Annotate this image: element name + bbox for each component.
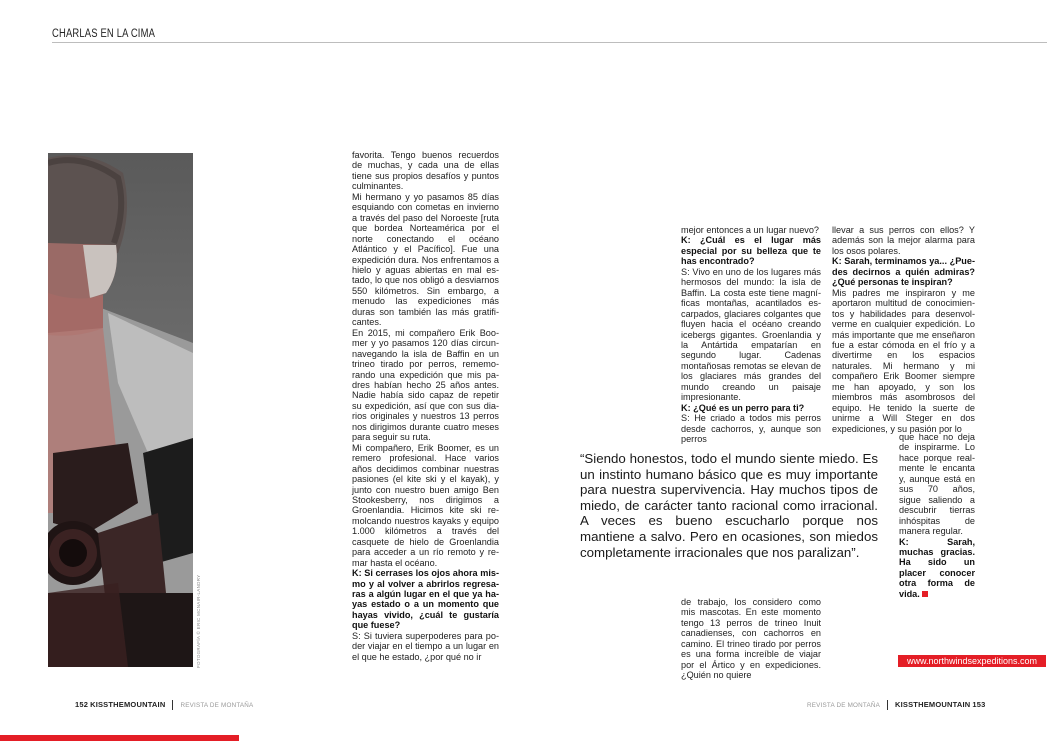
article-column-3 [832, 225, 975, 434]
paragraph: de trabajo, los considero como mis mascotas. En este momento tengo 13 perros de trineo Inuit canadienses, con cachorros en camino. El trineo tirado por perros es una forma increíble de viajar por el Ártico y en expediciones. ¿Quién no quiere [681, 597, 821, 681]
accent-bar [0, 735, 239, 741]
article-column-3-continued [899, 432, 975, 599]
portrait-photo [48, 153, 193, 667]
brand-name-left: KISSTHEMOUNTAIN [90, 700, 166, 709]
photo-credit: FOTOGRAFÍA © ERIC MCNAIR-LANDRY [196, 574, 201, 668]
footer-right [807, 700, 985, 710]
website-link[interactable]: www.northwindsexpeditions.com [898, 655, 1046, 667]
footer-separator [172, 700, 173, 710]
article-column-2 [681, 225, 821, 445]
paragraph: Mi compañero, Erik Boomer, es un remero profesional. Hace varios años decidimos combinar nuestras pasiones (el kite ski y el kayak), y junto con nuestro buen amigo Ben Stookesberry, nos dirigimos a Groenlandia. Hicimos kite ski remolcando nuestros kayaks y equipo 1.000 kilómetros a través del casquete de hielo de Groenlandia para acceder a un río remoto y remar hasta el océano. [352, 442, 499, 568]
paragraph: S: Vivo en uno de los lugares más hermosos del mundo: la isla de Baffin. La costa este tiene magníficas montañas, acantilados escarpados, glaciares colgantes que fluyen hacia el océano creando icebergs gigantes. Groenlandia y la Antártida empatarían en segundo lugar. Cadenas montañosas remotas se elevan de los glaciares más grandes del mundo creando un paisaje impresionante. [681, 266, 821, 403]
paragraph: En 2015, mi compañero Erik Boomer y yo pasamos 120 días circunnavegando la isla de Baffin en un trineo tirado por perros, rememorando una expedición que mis padres habían hecho 25 años antes. Nadie había sido capaz de repetir su expedición, así que con sus diarios originales y nuestros 13 perros nos dirigimos durante cuatro meses para seguir su ruta. [352, 327, 499, 443]
paragraph: que hace no deja de inspirarme. Lo hace porque realmente le encanta y, aunque está en sus 70 años, sigue saliendo a descubrir tierras inhóspitas de manera regular. [899, 432, 975, 537]
brand-name-right: KISSTHEMOUNTAIN [895, 700, 971, 709]
article-column-1 [352, 150, 499, 662]
paragraph: Mi hermano y yo pasamos 85 días esquiando con cometas en invierno a través del paso del Noroeste [ruta que bordea Norteamérica por el norte conectando el océano Atlántico y el Pacífico]. Fue una expedición dura. Nos enfrentamos a hielo y aguas abiertas en mal estado, lo que nos obligó a desviarnos 550 kilómetros. Sin embargo, a menudo las expediciones más duras son también las más gratificantes. [352, 191, 499, 328]
interview-question: K: ¿Cuál es el lugar más especial por su belleza que te has encontrado? [681, 235, 821, 267]
interview-question: K: Si cerrases los ojos ahora mismo y al volver a abrirlos regresaras a algún lugar en el que ya hayas estado o a un momento que hayas vivido, ¿cuál te gustaría que fuese? [352, 568, 499, 631]
paragraph: S: He criado a todos mis perros desde cachorros, y, aunque son perros [681, 413, 821, 445]
header-rule [52, 42, 1047, 43]
interview-question: K: ¿Qué es un perro para ti? [681, 402, 805, 413]
end-of-article-mark-icon [922, 591, 928, 597]
magazine-name-right: REVISTA DE MONTAÑA [807, 702, 880, 709]
interview-question-closing [899, 537, 975, 600]
footer-separator [887, 700, 888, 710]
closing-question-text: K: Sarah, muchas gracias. Ha sido un placer conocer otra forma de vida. [899, 536, 975, 599]
paragraph: favorita. Tengo buenos recuerdos de muchas, y cada una de ellas tiene sus propios desafíos y puntos culminantes. [352, 150, 499, 192]
interview-question: K: Sarah, terminamos ya... ¿Puedes decirnos a quién admiras? ¿Qué personas te inspiran? [832, 256, 975, 288]
pull-quote: “Siendo honestos, todo el mundo siente miedo. Es un instinto humano básico que es muy importante para nuestra supervivencia. Hay muchos tipos de miedo, de carácter tanto racional como irracional. A veces es bueno escucharlo porque nos mantiene a salvo. Pero en ocasiones, son miedos completamente irracionales que nos paralizan”. [580, 451, 878, 560]
article-column-2-continued [681, 597, 821, 681]
page-number-left: 152 [75, 700, 89, 709]
magazine-name-left: REVISTA DE MONTAÑA [180, 702, 254, 709]
paragraph: S: Si tuviera superpoderes para poder viajar en el tiempo a un lugar en el que he estado, ¿por qué no ir [352, 630, 499, 662]
section-title: CHARLAS EN LA CIMA [52, 28, 156, 40]
paragraph: mejor entonces a un lugar nuevo? [681, 225, 819, 235]
footer-left [75, 700, 253, 710]
photo-illustration [48, 153, 193, 667]
paragraph: llevar a sus perros con ellos? Y además son la mejor alarma para los osos polares. [832, 225, 975, 256]
page-number-right: 153 [972, 700, 986, 709]
paragraph: Mis padres me inspiraron y me aportaron multitud de conocimientos y habilidades para desenvolverme en cualquier expedición. Lo más importante que me enseñaron fue a estar cómoda en el frío y a divertirme en los espacios naturales. Mi hermano y mi compañero Erik Boomer siempre me han apoyado, y son los miembros más asombrosos del equipo. He tenido la suerte de unirme a Will Steger en dos expediciones, y su pasión por lo [832, 287, 975, 434]
